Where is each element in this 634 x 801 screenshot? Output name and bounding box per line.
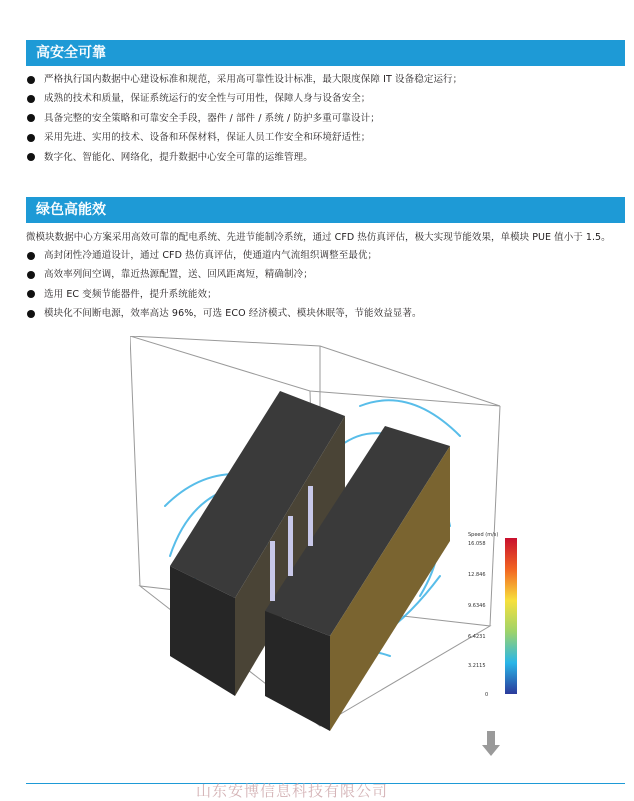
list-item bbox=[26, 265, 626, 284]
list-item-text: 数字化、智能化、网络化，提升数据中心安全可靠的运维管理。 bbox=[44, 151, 313, 163]
bullet-icon bbox=[27, 76, 35, 84]
speed-legend bbox=[468, 532, 517, 698]
bullet-icon bbox=[27, 252, 35, 260]
section-title-efficiency: 绿色高能效 bbox=[26, 197, 625, 223]
legend-tick: 0 bbox=[485, 692, 489, 698]
cfd-simulation-image bbox=[130, 336, 520, 780]
list-item-text: 成熟的技术和质量，保证系统运行的安全性与可用性，保障人身与设备安全； bbox=[44, 93, 371, 105]
safety-bullet-list bbox=[26, 70, 626, 167]
legend-tick: 16.058 bbox=[468, 541, 486, 547]
watermark: 山东安博信息科技有限公司 bbox=[196, 782, 389, 800]
gravity-arrow-icon bbox=[482, 731, 500, 756]
list-item bbox=[26, 304, 626, 323]
section-title-safety: 高安全可靠 bbox=[26, 40, 625, 66]
legend-tick: 9.6346 bbox=[468, 603, 486, 609]
list-item bbox=[26, 148, 626, 167]
legend-title: Speed (m/s) bbox=[468, 532, 499, 538]
intro-paragraph: 微模块数据中心方案采用高效可靠的配电系统、先进节能制冷系统，通过 CFD 热仿真评估，极大实现节能效果，单模块 PUE 值小于 1.5。 bbox=[26, 232, 611, 243]
list-item-text: 高封闭性冷通道设计，通过 CFD 热仿真评估，使通道内气流组织调整至最优； bbox=[44, 250, 378, 261]
legend-tick: 3.2115 bbox=[468, 663, 486, 669]
cfd-simulation-figure bbox=[130, 336, 520, 780]
bullet-icon bbox=[27, 134, 35, 142]
bullet-icon bbox=[27, 290, 35, 298]
list-item-text: 选用 EC 变频节能器件，提升系统能效； bbox=[44, 288, 217, 300]
list-item-text: 严格执行国内数据中心建设标准和规范，采用高可靠性设计标准，最大限度保障 IT 设备稳定运行； bbox=[44, 74, 463, 85]
list-item bbox=[26, 70, 626, 89]
legend-tick: 6.4231 bbox=[468, 634, 486, 640]
legend-tick: 12.846 bbox=[468, 572, 486, 578]
list-item-text: 采用先进、实用的技术、设备和环保材料，保证人员工作安全和环境舒适性； bbox=[44, 132, 371, 144]
bullet-icon bbox=[27, 153, 35, 161]
bullet-icon bbox=[27, 271, 35, 279]
list-item bbox=[26, 89, 626, 108]
list-item-text: 具备完整的安全策略和可靠安全手段，器件 / 部件 / 系统 / 防护多重可靠设计； bbox=[44, 112, 380, 124]
bullet-icon bbox=[27, 310, 35, 318]
legend-color-bar bbox=[505, 538, 517, 694]
list-item bbox=[26, 285, 626, 304]
efficiency-bullet-list bbox=[26, 246, 626, 324]
list-item-text: 模块化不间断电源，效率高达 96%，可选 ECO 经济模式、模块休眠等，节能效益显著。 bbox=[44, 308, 422, 320]
bullet-icon bbox=[27, 95, 35, 103]
bullet-icon bbox=[27, 114, 35, 122]
list-item bbox=[26, 128, 626, 147]
list-item bbox=[26, 109, 626, 128]
list-item bbox=[26, 246, 626, 265]
list-item-text: 高效率列间空调，靠近热源配置，送、回风距离短，精确制冷； bbox=[44, 269, 313, 281]
